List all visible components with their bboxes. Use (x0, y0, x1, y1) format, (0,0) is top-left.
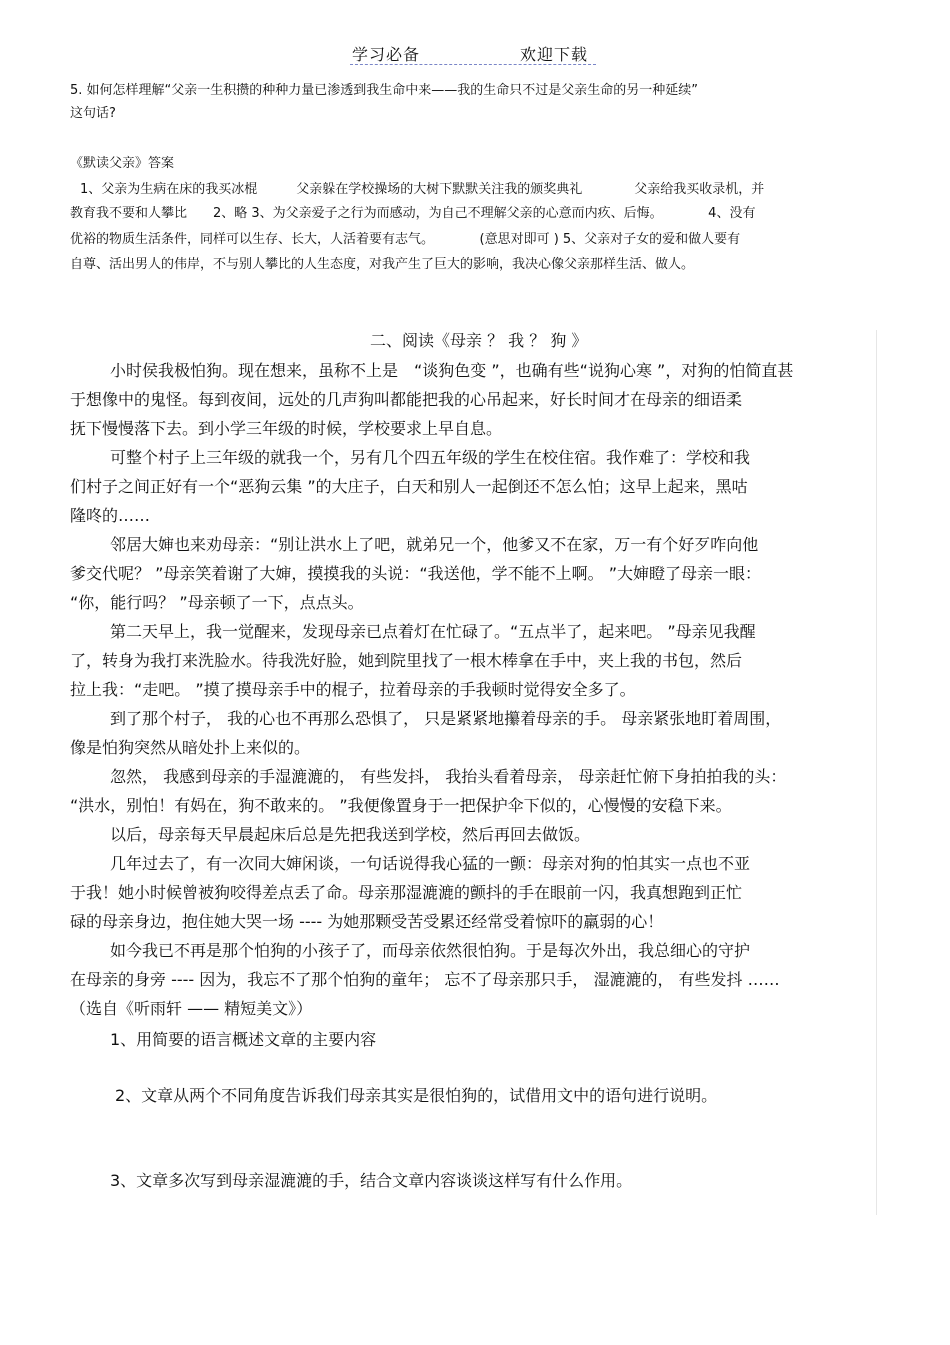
passage-line: 以后，母亲每天早晨起床后总是先把我送到学校，然后再回去做饭。 (110, 825, 591, 844)
passage-line: 如今我已不再是那个怕狗的小孩子了，而母亲依然很怕狗。于是每次外出，我总细心的守护 (110, 941, 751, 960)
passage-line: 忽然， 我感到母亲的手湿漉漉的， 有些发抖， 我抬头看着母亲， 母亲赶忙俯下身拍拍我的头： (110, 767, 787, 786)
passage-line: 于想像中的鬼怪。每到夜间，远处的几声狗叫都能把我的心吊起来，好长时间才在母亲的细语柔 (70, 390, 743, 409)
passage-title: 二、阅读《母亲 ？ 我 ？ 狗 》 (370, 331, 588, 350)
passage-line: “你，能行吗？ ”母亲顿了一下，点点头。 (70, 593, 364, 612)
header-dashed-rule (350, 64, 596, 65)
passage-line: 小时侯我极怕狗。现在想来，虽称不上是 “谈狗色变 ”，也确有些“说狗心寒 ”，对狗的怕简直甚 (110, 361, 794, 380)
passage-line: 了，转身为我打来洗脸水。待我洗好脸，她到院里找了一根木棒拿在手中，夹上我的书包，然后 (70, 651, 743, 670)
passage-line: 们村子之间正好有一个“恶狗云集 ”的大庄子，白天和别人一起倒还不怎么怕；这早上起来，黑咕 (70, 477, 748, 496)
passage-line: 爹交代呢？ ”母亲笑着谢了大婶，摸摸我的头说：“我送他，学不能不上啊。 ”大婶瞪了母亲一眼： (70, 564, 762, 583)
question-5-line-2: 这句话? (70, 106, 116, 121)
question-2: 2、文章从两个不同角度告诉我们母亲其实是很怕狗的，试借用文中的语句进行说明。 (115, 1086, 718, 1105)
passage-source: （选自《听雨轩 —— 精短美文》） (70, 999, 313, 1018)
question-1: 1、用简要的语言概述文章的主要内容 (110, 1030, 377, 1049)
answers-line: 1、父亲为生病在床的我买冰棍 父亲躲在学校操场的大树下默默关注我的颁奖典礼 父亲给我买收录机，并 (80, 182, 765, 197)
question-3: 3、文章多次写到母亲湿漉漉的手，结合文章内容谈谈这样写有什么作用。 (110, 1171, 633, 1190)
header-left-text: 学习必备 (352, 45, 421, 64)
passage-line: 到了那个村子， 我的心也不再那么恐惧了， 只是紧紧地攥着母亲的手。 母亲紧张地盯着周围， (110, 709, 782, 728)
answers-title: 《默读父亲》答案 (70, 156, 175, 171)
passage-line: 碌的母亲身边，抱住她大哭一场 ---- 为她那颗受苦受累还经常受着惊吓的羸弱的心！ (70, 912, 664, 931)
answers-line: 自尊、活出男人的伟岸，不与别人攀比的人生态度，对我产生了巨大的影响，我决心像父亲那样生活、做人。 (70, 257, 695, 272)
passage-line: 几年过去了，有一次同大婶闲谈，一句话说得我心猛的一颤：母亲对狗的怕其实一点也不亚 (110, 854, 751, 873)
question-5-line-1: 5. 如何怎样理解“父亲一生积攒的种种力量已渗透到我生命中来——我的生命只不过是父亲生命的另一种延续” (70, 83, 699, 98)
passage-line: 拉上我：“走吧。 ”摸了摸母亲手中的棍子，拉着母亲的手我顿时觉得安全多了。 (70, 680, 636, 699)
header-right-text: 欢迎下载 (520, 45, 589, 64)
right-margin-rule (876, 330, 877, 1215)
passage-line: 在母亲的身旁 ---- 因为，我忘不了那个怕狗的童年； 忘不了母亲那只手， 湿漉漉的， 有些发抖 …… (70, 970, 780, 989)
passage-line: 可整个村子上三年级的就我一个，另有几个四五年级的学生在校住宿。我作难了：学校和我 (110, 448, 751, 467)
passage-line: 隆咚的…… (70, 506, 151, 525)
answers-line: 教育我不要和人攀比 2、略 3、为父亲爱子之行为而感动，为自己不理解父亲的心意而内疚、后悔。 4、没有 (70, 206, 756, 221)
passage-line: “洪水，别怕！有妈在，狗不敢来的。 ”我便像置身于一把保护伞下似的，心慢慢的安稳下来。 (70, 796, 732, 815)
passage-line: 第二天早上，我一觉醒来，发现母亲已点着灯在忙碌了。“五点半了，起来吧。 ”母亲见我醒 (110, 622, 756, 641)
passage-line: 像是怕狗突然从暗处扑上来似的。 (70, 738, 311, 757)
passage-line: 于我！她小时候曾被狗咬得差点丢了命。母亲那湿漉漉的颤抖的手在眼前一闪，我真想跑到正忙 (70, 883, 743, 902)
answers-line: 优裕的物质生活条件，同样可以生存、长大，人活着要有志气。 (意思对即可 ) 5、父亲对子女的爱和做人要有 (70, 232, 741, 247)
passage-line: 抚下慢慢落下去。到小学三年级的时候，学校要求上早自息。 (70, 419, 503, 438)
passage-line: 邻居大婶也来劝母亲：“别让洪水上了吧，就弟兄一个，他爹又不在家，万一有个好歹咋向他 (110, 535, 759, 554)
